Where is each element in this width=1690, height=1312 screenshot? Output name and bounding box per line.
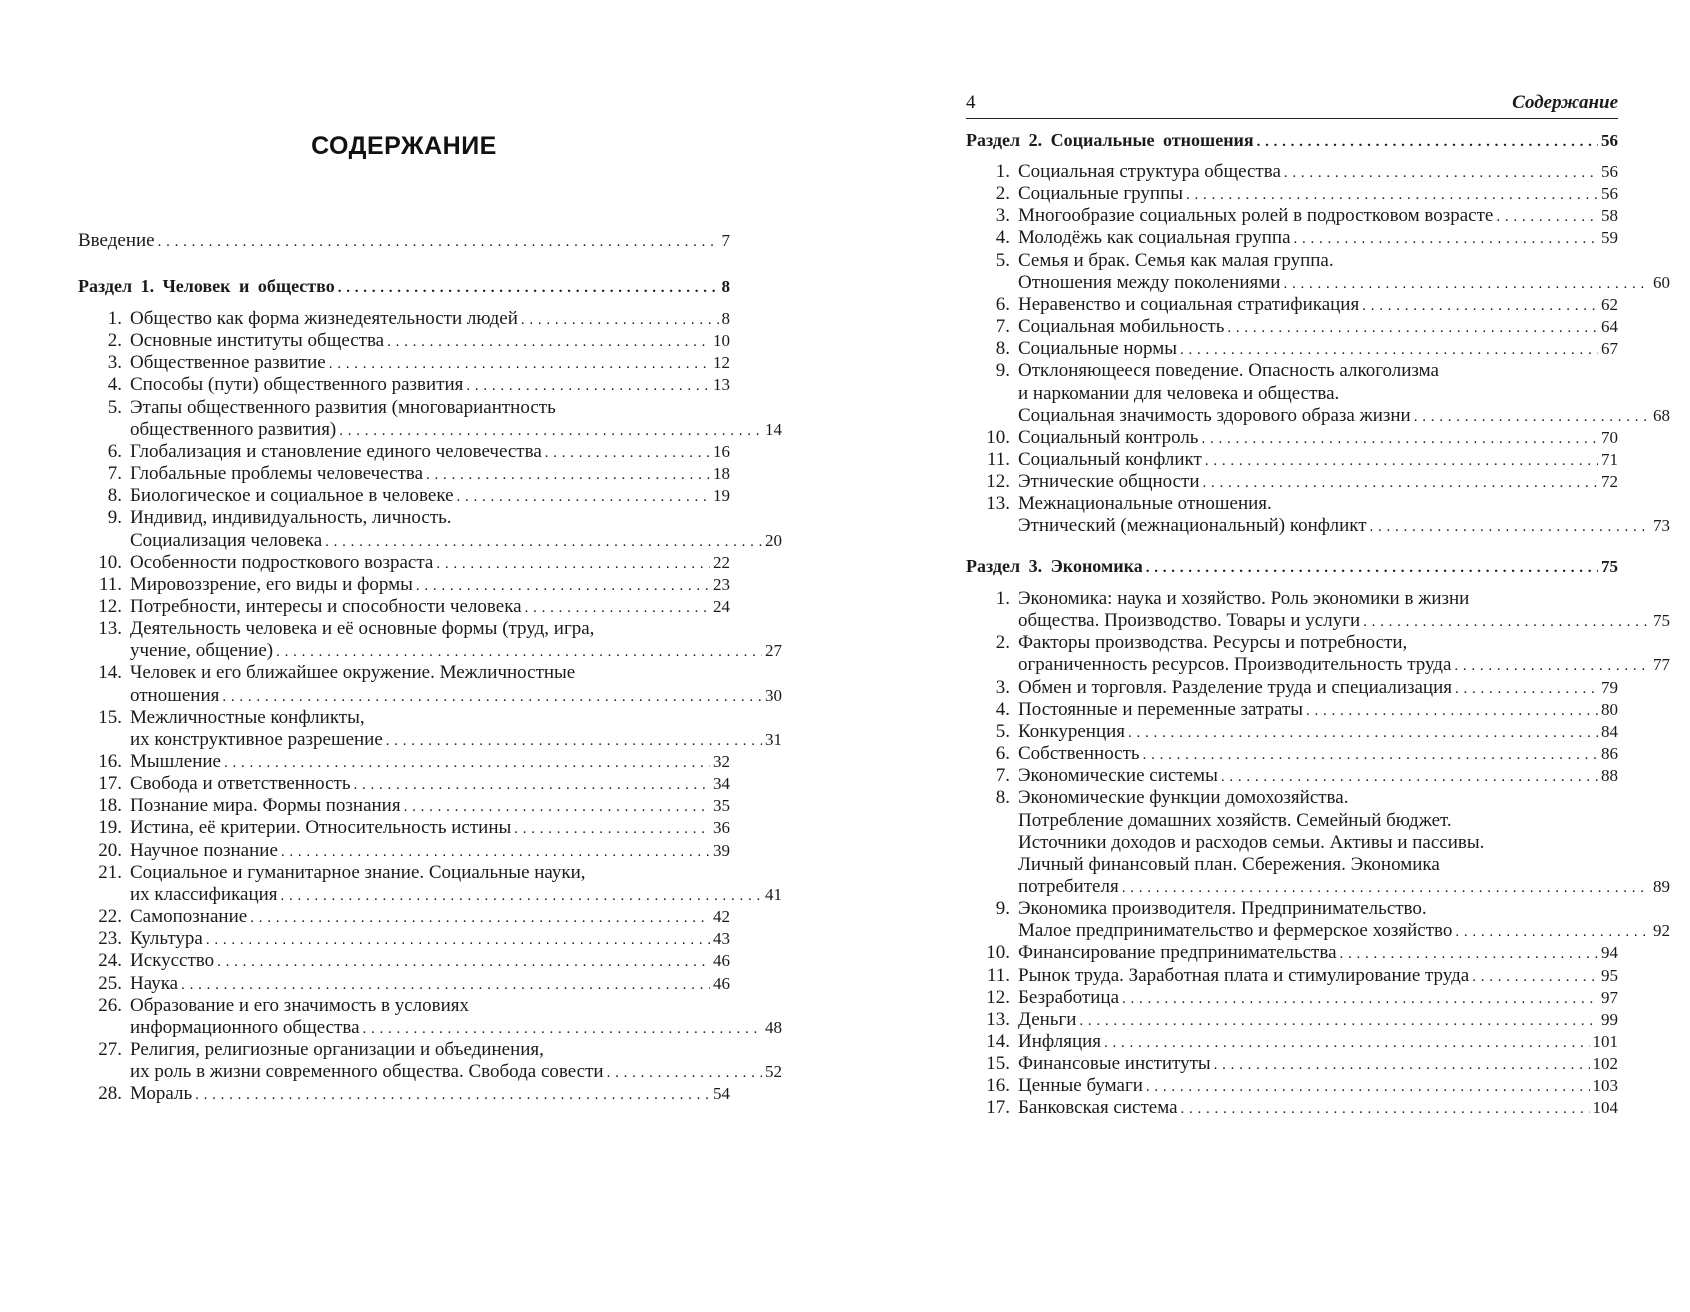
toc-item-title: Безработица	[1018, 986, 1120, 1008]
toc-item-number: 28.	[98, 1083, 122, 1105]
toc-item-title: Религия, религиозные организации и объединения,	[130, 1038, 544, 1060]
toc-page-number: 70	[1601, 427, 1618, 447]
toc-item-title: информационного общества	[130, 1016, 360, 1038]
toc-item-title: Этапы общественного развития (многовариантность	[130, 396, 556, 418]
toc-item-title: Социальная структура общества	[1018, 161, 1281, 182]
toc-item-number: 9.	[995, 898, 1010, 920]
toc-page-number: 16	[713, 441, 730, 461]
toc-page-number: 84	[1601, 721, 1618, 741]
toc-page-number: 12	[713, 353, 730, 373]
toc-page-number: 95	[1601, 965, 1618, 985]
toc-item[interactable]	[78, 351, 730, 375]
toc-item-number: 23.	[98, 928, 122, 950]
toc-item-title: Деньги	[1018, 1008, 1077, 1030]
toc-item[interactable]	[966, 676, 1618, 700]
toc-item-title: Экономика: наука и хозяйство. Роль экономики в жизни	[1018, 588, 1470, 609]
toc-page-number: 8	[721, 277, 730, 296]
toc-item-number: 17.	[986, 1097, 1010, 1119]
toc-item-number: 3.	[107, 352, 122, 374]
toc-page-number: 104	[1592, 1098, 1618, 1118]
toc-page-number: 24	[713, 596, 730, 616]
toc-item[interactable]	[78, 396, 730, 420]
toc-item-number: 11.	[986, 964, 1010, 986]
toc-item-title: Рынок труда. Заработная плата и стимулирование труда	[1018, 964, 1470, 986]
toc-item-title: Мировоззрение, его виды и формы	[130, 573, 413, 595]
toc-item-title: Социальная мобильность	[1018, 316, 1225, 338]
toc-page-number: 58	[1601, 206, 1618, 226]
toc-page-number: 39	[713, 840, 730, 860]
toc-item-continuation[interactable]	[78, 639, 782, 663]
toc-item-continuation[interactable]	[966, 653, 1670, 677]
toc-page-number: 56	[1601, 162, 1618, 181]
toc-item[interactable]	[966, 897, 1618, 921]
toc-page-number: 73	[1653, 516, 1670, 536]
toc-item-title: Межличностные конфликты,	[130, 706, 365, 728]
running-title: Содержание	[1512, 92, 1618, 113]
toc-item-title: Человек и его ближайшее окружение. Межличностные	[130, 662, 576, 684]
toc-item[interactable]	[966, 337, 1618, 361]
toc-item-number: 4.	[995, 698, 1010, 720]
toc-item[interactable]	[966, 986, 1618, 1010]
toc-item[interactable]	[78, 661, 730, 685]
toc-item[interactable]	[78, 595, 730, 619]
toc-item[interactable]	[78, 839, 730, 863]
toc-item-number: 16.	[986, 1075, 1010, 1097]
toc-page-number: 22	[713, 552, 730, 572]
toc-item[interactable]	[78, 440, 730, 464]
toc-page-number: 43	[713, 929, 730, 949]
toc-page-number: 10	[713, 331, 730, 351]
toc-item[interactable]	[966, 359, 1618, 383]
toc-item-title: Потребности, интересы и способности человека	[130, 595, 522, 617]
toc-item-title: Отклоняющееся поведение. Опасность алкоголизма	[1018, 360, 1439, 382]
toc-item-title: Культура	[130, 928, 203, 950]
toc-page-number: 71	[1601, 449, 1618, 469]
toc-item-number: 11.	[986, 448, 1010, 470]
toc-page-number: 41	[765, 884, 782, 904]
toc-item[interactable]	[78, 794, 730, 818]
toc-item-number: 27.	[98, 1038, 122, 1060]
toc-item-title: Глобальные проблемы человечества	[130, 463, 424, 485]
toc-item-number: 25.	[98, 972, 122, 994]
toc-item-title: Социальное и гуманитарное знание. Социальные науки,	[130, 861, 586, 883]
toc-page-number: 31	[765, 729, 782, 749]
toc-item[interactable]	[78, 462, 730, 486]
toc-item[interactable]	[966, 1030, 1618, 1054]
dot-leader	[158, 229, 719, 254]
toc-item-title: Деятельность человека и её основные формы (труд, игра,	[130, 618, 595, 640]
toc-item[interactable]	[78, 816, 730, 840]
toc-item[interactable]	[966, 249, 1618, 273]
dot-leader	[1181, 1096, 1590, 1121]
toc-item[interactable]	[78, 772, 730, 796]
toc-item-continuation[interactable]	[78, 728, 782, 752]
toc-item-number: 2.	[995, 632, 1010, 654]
toc-item[interactable]	[966, 226, 1618, 250]
toc-item-title: Ценные бумаги	[1018, 1075, 1143, 1097]
toc-item-title: Мораль	[130, 1083, 193, 1105]
toc-item-title: Конкуренция	[1018, 720, 1126, 742]
toc-item-continuation[interactable]	[966, 853, 1670, 877]
toc-item[interactable]	[966, 1052, 1618, 1076]
toc-item[interactable]	[966, 720, 1618, 744]
toc-item-title: Индивид, индивидуальность, личность.	[130, 507, 452, 529]
toc-item-number: 9.	[995, 360, 1010, 382]
toc-item-continuation[interactable]	[966, 382, 1670, 406]
toc-item-number: 9.	[107, 507, 122, 529]
toc-item-continuation[interactable]	[78, 883, 782, 907]
toc-item-title: их роль в жизни современного общества. Свобода совести	[130, 1061, 604, 1083]
toc-item-number: 8.	[107, 485, 122, 507]
toc-item-number: 6.	[995, 293, 1010, 315]
toc-page-number: 54	[713, 1084, 730, 1104]
toc-page-number: 97	[1601, 987, 1618, 1007]
toc-item-number: 7.	[107, 463, 122, 485]
toc-item-title: Общественное развитие	[130, 352, 326, 374]
toc-item[interactable]	[966, 470, 1618, 494]
page-title: СОДЕРЖАНИЕ	[311, 132, 497, 160]
toc-item[interactable]	[966, 698, 1618, 722]
toc-item-title: ограниченность ресурсов. Производительность труда	[1018, 654, 1452, 676]
toc-item-title: Социальная значимость здорового образа жизни	[1018, 404, 1411, 426]
toc-item-title: Наука	[130, 972, 179, 994]
toc-page-number: 94	[1601, 943, 1618, 963]
toc-item-continuation[interactable]	[966, 809, 1670, 833]
toc-item-number: 16.	[98, 751, 122, 772]
toc-item-title: общественного развития)	[130, 418, 337, 440]
toc-item-number: 15.	[986, 1053, 1010, 1075]
toc-item[interactable]	[966, 315, 1618, 339]
toc-page-number: 102	[1592, 1054, 1618, 1074]
toc-page-number: 60	[1653, 272, 1670, 292]
toc-item-continuation[interactable]	[78, 1060, 782, 1084]
toc-page-number: 35	[713, 796, 730, 816]
toc-item-number: 10.	[98, 551, 122, 573]
toc-item-number: 14.	[986, 1031, 1010, 1052]
toc-item-number: 1.	[995, 588, 1010, 609]
toc-page-number: 103	[1592, 1076, 1618, 1096]
toc-page-number: 36	[713, 818, 730, 838]
toc-item-title: Глобализация и становление единого человечества	[130, 440, 542, 462]
toc-section-2[interactable]	[966, 128, 1618, 152]
toc-item[interactable]	[966, 964, 1618, 988]
dot-leader	[338, 274, 719, 300]
toc-item-continuation[interactable]	[966, 514, 1670, 538]
toc-item-number: 10.	[986, 942, 1010, 964]
toc-item[interactable]	[966, 293, 1618, 317]
toc-item-number: 7.	[995, 765, 1010, 787]
toc-page-number: 52	[765, 1062, 782, 1082]
toc-item-number: 20.	[98, 839, 122, 861]
toc-item-number: 8.	[995, 338, 1010, 360]
toc-item-title: их конструктивное разрешение	[130, 728, 383, 750]
toc-item-title: Введение	[78, 230, 155, 251]
toc-item[interactable]	[966, 587, 1618, 611]
toc-item-number: 6.	[995, 743, 1010, 765]
toc-section-3[interactable]	[966, 554, 1618, 578]
toc-item-number: 14.	[98, 662, 122, 684]
toc-item[interactable]	[78, 861, 730, 885]
toc-page-number: 30	[765, 685, 782, 705]
toc-item-title: Неравенство и социальная стратификация	[1018, 293, 1360, 315]
toc-item-title: Инфляция	[1018, 1031, 1102, 1052]
toc-item-title: Раздел 2. Социальные отношения	[966, 130, 1254, 150]
toc-page-number: 72	[1601, 472, 1618, 492]
toc-page-number: 56	[1601, 131, 1618, 150]
toc-item[interactable]	[78, 373, 730, 397]
toc-item-continuation[interactable]	[966, 609, 1670, 633]
toc-item-continuation[interactable]	[966, 919, 1670, 943]
toc-page-number: 89	[1653, 876, 1670, 896]
toc-item-title: Истина, её критерии. Относительность истины	[130, 817, 512, 839]
toc-item-title: Малое предпринимательство и фермерское хозяйство	[1018, 920, 1453, 942]
toc-page-number: 20	[765, 530, 782, 550]
toc-item-title: Многообразие социальных ролей в подростковом возрасте	[1018, 205, 1494, 227]
dot-leader	[1146, 554, 1598, 580]
toc-item-number: 2.	[107, 330, 122, 352]
toc-item-title: Молодёжь как социальная группа	[1018, 227, 1291, 249]
toc-item-continuation[interactable]	[78, 418, 782, 442]
toc-item-title: Обмен и торговля. Разделение труда и специализация	[1018, 676, 1452, 698]
toc-item-number: 17.	[98, 773, 122, 795]
toc-item[interactable]	[78, 905, 730, 929]
toc-item-number: 4.	[995, 227, 1010, 249]
toc-item-number: 22.	[98, 906, 122, 928]
dot-leader	[1257, 128, 1598, 154]
toc-item-number: 1.	[107, 308, 122, 329]
toc-item-title: Отношения между поколениями	[1018, 271, 1281, 293]
toc-item-title: и наркомании для человека и общества.	[1018, 382, 1340, 404]
toc-item-number: 5.	[995, 720, 1010, 742]
toc-item-number: 12.	[98, 595, 122, 617]
toc-page-number: 34	[713, 774, 730, 794]
toc-item-title: Социальные нормы	[1018, 338, 1178, 360]
toc-item-continuation[interactable]	[78, 1016, 782, 1040]
toc-page-number: 14	[765, 419, 782, 439]
toc-item-number: 13.	[986, 493, 1010, 515]
toc-item-number: 3.	[995, 205, 1010, 227]
dot-leader	[1370, 514, 1650, 539]
toc-page-number: 75	[1653, 611, 1670, 631]
toc-item-continuation[interactable]	[966, 271, 1670, 295]
toc-item[interactable]	[78, 1082, 730, 1106]
toc-page-number: 46	[713, 973, 730, 993]
toc-item[interactable]	[966, 492, 1618, 516]
toc-item[interactable]	[966, 786, 1618, 810]
dot-leader	[195, 1082, 710, 1107]
toc-item-title: Потребление домашних хозяйств. Семейный бюджет.	[1018, 809, 1452, 831]
toc-item[interactable]	[78, 573, 730, 597]
toc-item-title: их классификация	[130, 883, 278, 905]
toc-item-title: потребителя	[1018, 875, 1119, 897]
toc-item-number: 10.	[986, 426, 1010, 448]
toc-page-number: 88	[1601, 766, 1618, 786]
toc-page-number: 19	[713, 486, 730, 506]
toc-item-number: 2.	[995, 183, 1010, 205]
toc-item-title: Факторы производства. Ресурсы и потребности,	[1018, 632, 1408, 654]
toc-item[interactable]	[966, 742, 1618, 766]
toc-item[interactable]	[78, 927, 730, 951]
toc-item-title: общества. Производство. Товары и услуги	[1018, 610, 1361, 632]
toc-page-number: 62	[1601, 294, 1618, 314]
toc-item[interactable]	[78, 506, 730, 530]
toc-item-title: Социальный контроль	[1018, 426, 1199, 448]
toc-item-title: Раздел 3. Экономика	[966, 556, 1143, 576]
toc-item[interactable]	[966, 631, 1618, 655]
toc-item-title: Образование и его значимость в условиях	[130, 994, 470, 1016]
toc-item-title: Общество как форма жизнедеятельности людей	[130, 308, 518, 329]
toc-item-number: 12.	[986, 986, 1010, 1008]
toc-page-number: 42	[713, 907, 730, 927]
toc-page-number: 56	[1601, 184, 1618, 204]
toc-item-title: Семья и брак. Семья как малая группа.	[1018, 249, 1334, 271]
toc-item-number: 12.	[986, 471, 1010, 493]
toc-item[interactable]	[78, 972, 730, 996]
toc-item-title: Социальные группы	[1018, 183, 1184, 205]
toc-page-number: 13	[713, 375, 730, 395]
page-number: 4	[966, 92, 976, 113]
toc-item-number: 15.	[98, 706, 122, 728]
toc-item[interactable]	[78, 994, 730, 1018]
toc-item-number: 13.	[98, 618, 122, 640]
toc-item[interactable]	[966, 182, 1618, 206]
toc-page-number: 92	[1653, 921, 1670, 941]
toc-item-title: Социальный конфликт	[1018, 448, 1202, 470]
toc-item[interactable]	[966, 1008, 1618, 1032]
toc-item[interactable]	[966, 160, 1618, 184]
toc-item-number: 13.	[986, 1008, 1010, 1030]
toc-item-title: Самопознание	[130, 906, 248, 928]
toc-item[interactable]	[78, 617, 730, 641]
toc-item[interactable]	[966, 448, 1618, 472]
toc-page-number: 7	[721, 231, 730, 250]
toc-item-number: 5.	[107, 396, 122, 418]
toc-item-title: Мышление	[130, 751, 221, 772]
toc-item-title: Биологическое и социальное в человеке	[130, 485, 454, 507]
toc-page-number: 67	[1601, 339, 1618, 359]
toc-item-title: Свобода и ответственность	[130, 773, 351, 795]
toc-item[interactable]	[78, 484, 730, 508]
toc-item-number: 26.	[98, 994, 122, 1016]
toc-item-title: Экономические системы	[1018, 765, 1218, 787]
toc-item[interactable]	[78, 551, 730, 575]
toc-page-number: 23	[713, 574, 730, 594]
toc-item-title: Собственность	[1018, 743, 1140, 765]
toc-page-number: 32	[713, 752, 730, 771]
toc-item-title: Экономика производителя. Предпринимательство.	[1018, 898, 1427, 920]
toc-page-number: 101	[1592, 1032, 1618, 1051]
toc-item[interactable]	[966, 204, 1618, 228]
toc-item-title: Экономические функции домохозяйства.	[1018, 787, 1349, 809]
toc-item-title: Раздел 1. Человек и общество	[78, 276, 335, 296]
toc-item-title: Этнический (межнациональный) конфликт	[1018, 515, 1367, 537]
toc-item-title: Финансирование предпринимательства	[1018, 942, 1337, 964]
toc-item-title: Особенности подросткового возраста	[130, 551, 434, 573]
toc-item[interactable]	[966, 764, 1618, 788]
toc-page-number: 80	[1601, 699, 1618, 719]
toc-item-title: отношения	[130, 684, 220, 706]
toc-item-title: Основные институты общества	[130, 330, 385, 352]
toc-item-continuation[interactable]	[966, 875, 1670, 899]
toc-page-number: 99	[1601, 1009, 1618, 1029]
toc-item[interactable]	[78, 750, 730, 774]
toc-item-number: 24.	[98, 950, 122, 972]
toc-item-continuation[interactable]	[78, 684, 782, 708]
toc-page-number: 59	[1601, 228, 1618, 248]
toc-item-title: Межнациональные отношения.	[1018, 493, 1272, 515]
toc-item[interactable]	[966, 1096, 1618, 1120]
toc-item[interactable]	[966, 941, 1618, 965]
toc-intro[interactable]	[78, 229, 730, 253]
toc-page-number: 86	[1601, 744, 1618, 764]
toc-item-title: Социализация человека	[130, 529, 323, 551]
toc-item-number: 6.	[107, 440, 122, 462]
toc-item-number: 11.	[98, 573, 122, 595]
toc-page-number: 64	[1601, 317, 1618, 337]
toc-item-continuation[interactable]	[966, 831, 1670, 855]
toc-item-number: 8.	[995, 787, 1010, 809]
toc-page-number: 46	[713, 951, 730, 971]
running-head	[966, 92, 1618, 119]
toc-item-number: 3.	[995, 676, 1010, 698]
toc-item-title: Источники доходов и расходов семьи. Активы и пассивы.	[1018, 831, 1485, 853]
toc-item-number: 18.	[98, 795, 122, 817]
toc-item-title: учение, общение)	[130, 640, 274, 662]
toc-page-number: 77	[1653, 655, 1670, 675]
toc-item-title: Этнические общности	[1018, 471, 1200, 493]
toc-item[interactable]	[78, 949, 730, 973]
toc-item[interactable]	[78, 329, 730, 353]
toc-item-number: 7.	[995, 316, 1010, 338]
toc-item-title: Искусство	[130, 950, 215, 972]
toc-page-number: 79	[1601, 677, 1618, 697]
toc-page-number: 75	[1601, 557, 1618, 576]
toc-item-title: Познание мира. Формы познания	[130, 795, 401, 817]
toc-item-title: Финансовые институты	[1018, 1053, 1211, 1075]
toc-item-number: 21.	[98, 861, 122, 883]
toc-item-continuation[interactable]	[966, 404, 1670, 428]
toc-item-title: Банковская система	[1018, 1097, 1178, 1119]
toc-item[interactable]	[966, 1074, 1618, 1098]
toc-page-number: 8	[721, 309, 730, 328]
toc-item-continuation[interactable]	[78, 529, 782, 553]
toc-item-number: 19.	[98, 817, 122, 839]
toc-item[interactable]	[78, 307, 730, 331]
toc-page-number: 68	[1653, 405, 1670, 425]
toc-section-1[interactable]	[78, 274, 730, 298]
toc-item[interactable]	[78, 1038, 730, 1062]
toc-item-title: Постоянные и переменные затраты	[1018, 698, 1304, 720]
toc-item-number: 5.	[995, 249, 1010, 271]
toc-item[interactable]	[966, 426, 1618, 450]
toc-item-number: 4.	[107, 374, 122, 396]
toc-page-number: 27	[765, 641, 782, 661]
toc-page-number: 48	[765, 1017, 782, 1037]
toc-item-title: Научное познание	[130, 839, 278, 861]
toc-item-title: Способы (пути) общественного развития	[130, 374, 464, 396]
toc-item[interactable]	[78, 706, 730, 730]
toc-item-number: 1.	[995, 161, 1010, 182]
toc-page-number: 18	[713, 464, 730, 484]
toc-item-title: Личный финансовый план. Сбережения. Экономика	[1018, 853, 1440, 875]
